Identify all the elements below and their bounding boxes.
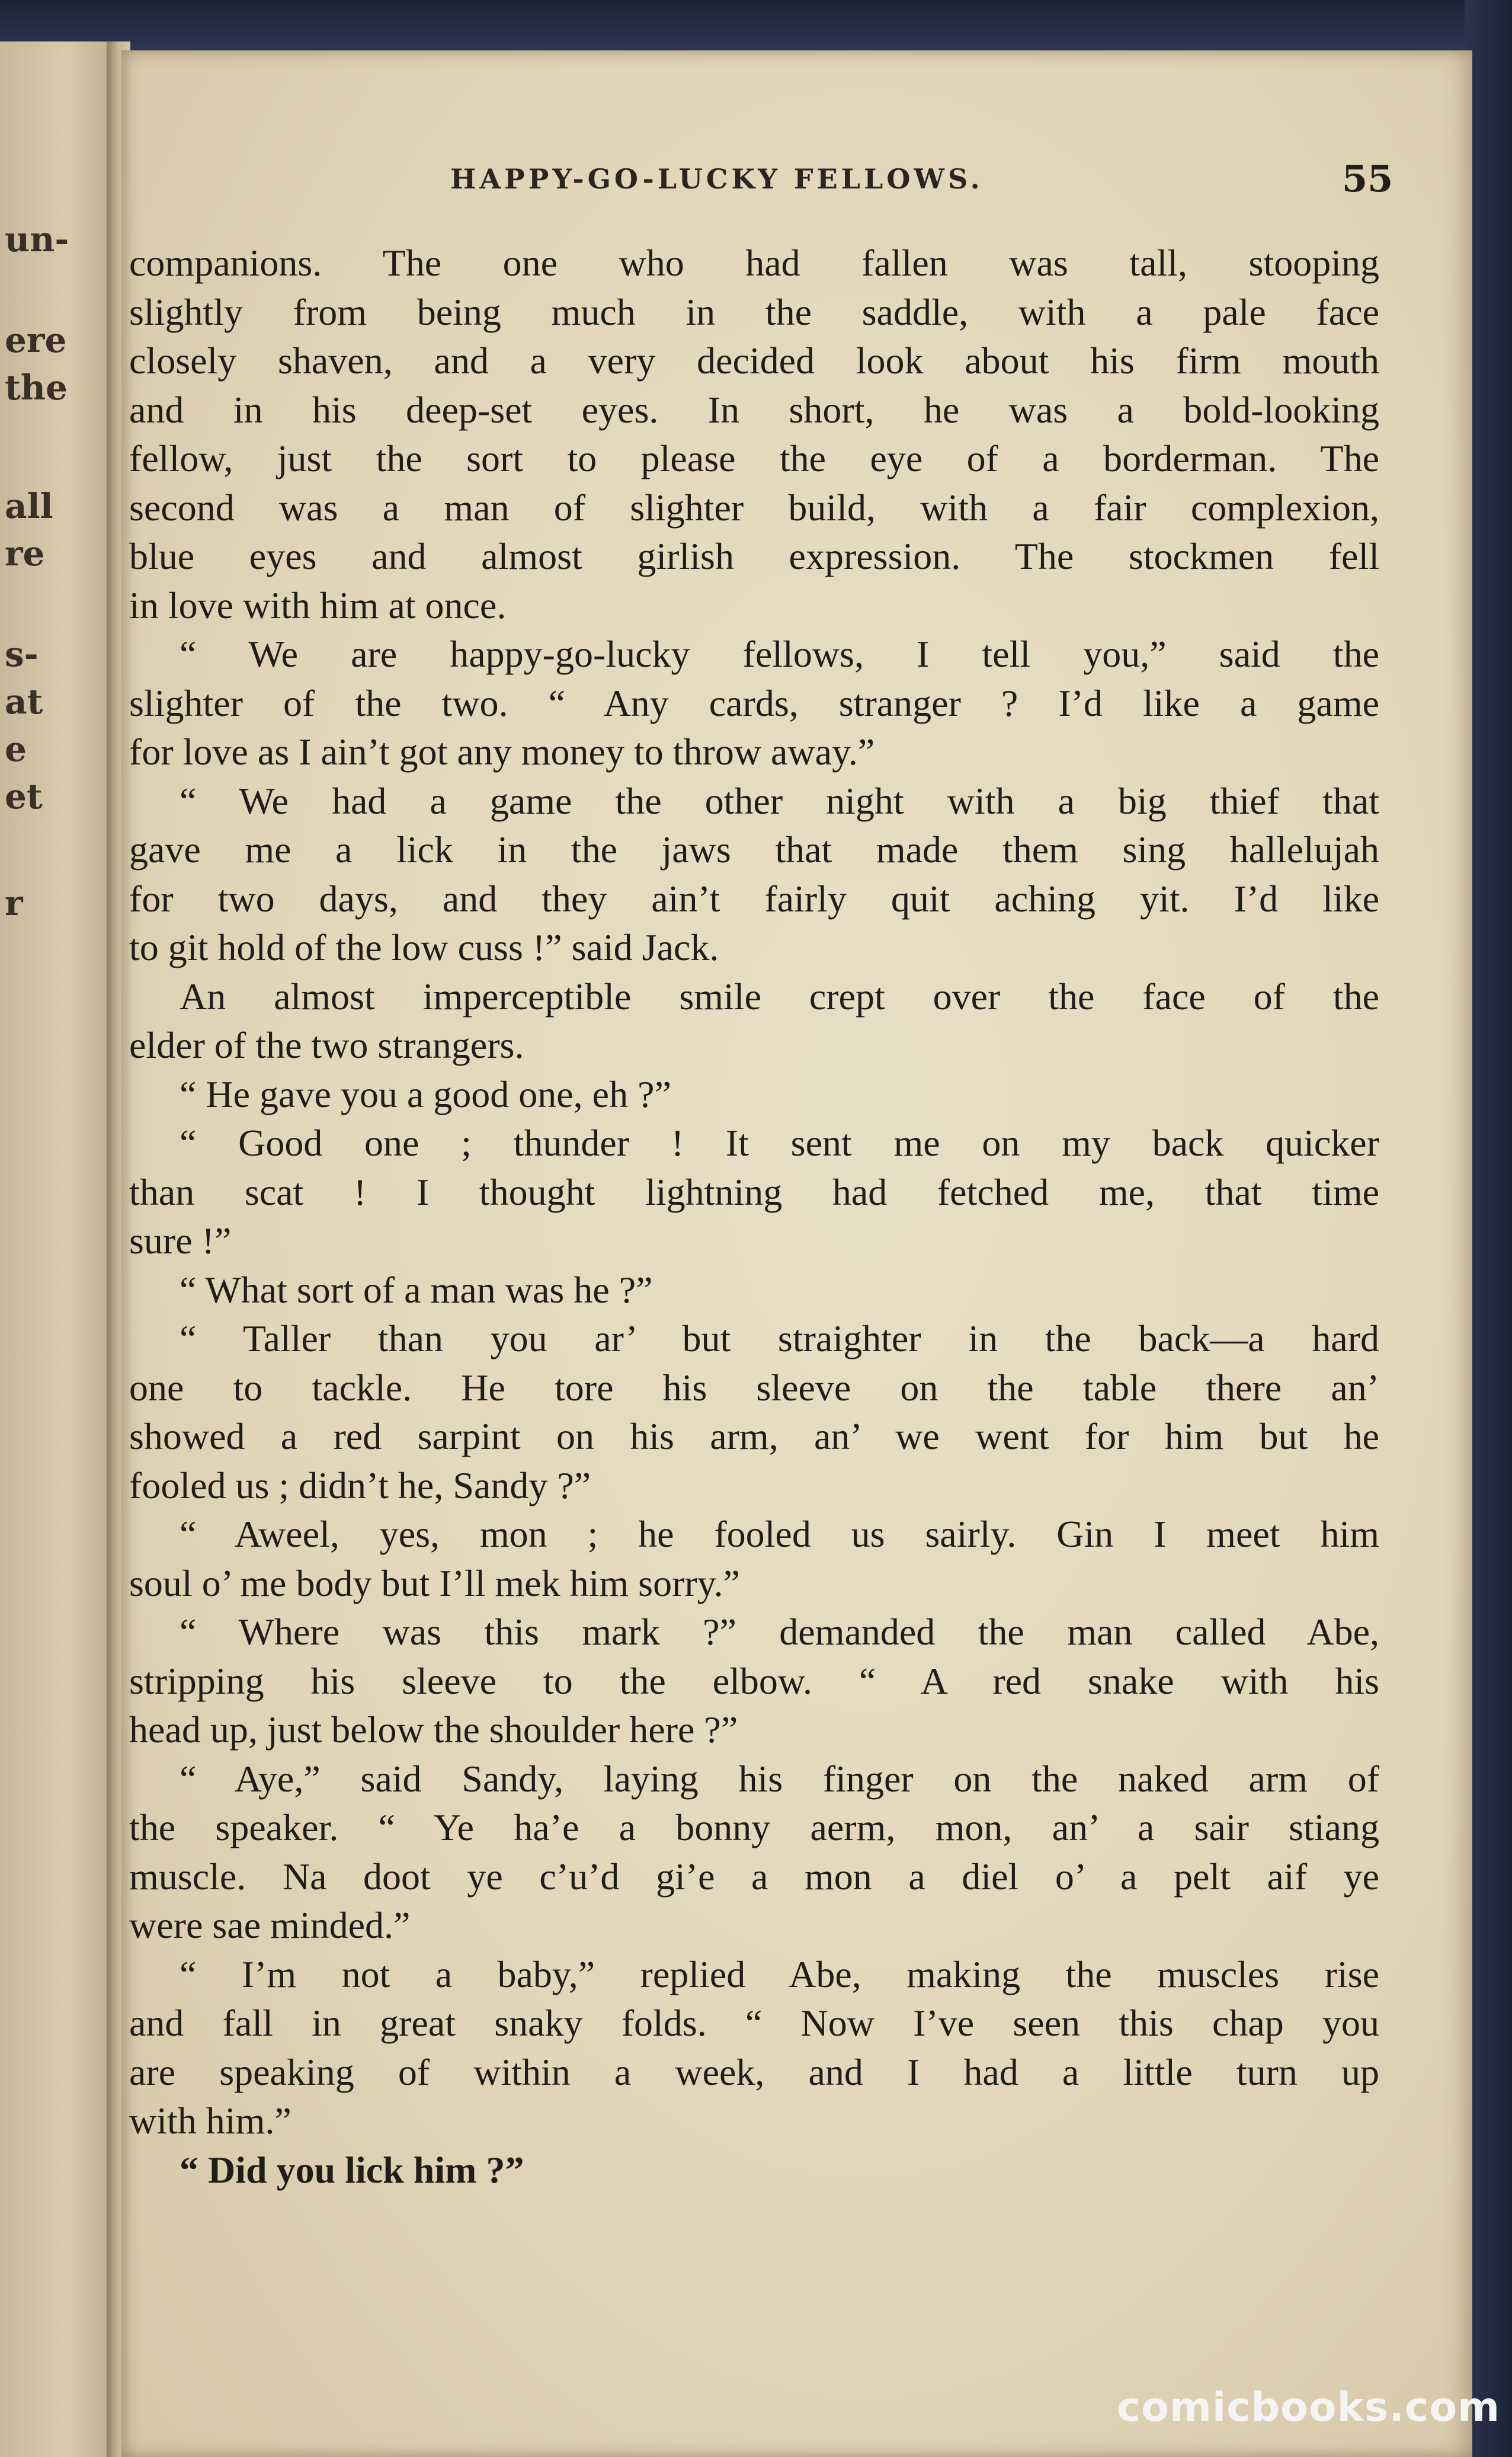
text-line: slighter of the two. “ Any cards, stranger ? I’d like a game: [129, 682, 1379, 724]
text-line: stripping his sleeve to the elbow. “ A red snake with his: [129, 1659, 1379, 1702]
book-page: [121, 50, 1472, 2457]
text-line: sure !”: [129, 1220, 232, 1262]
text-line: than scat ! I thought lightning had fetched me, that time: [129, 1170, 1379, 1213]
page-number: 55: [1342, 157, 1394, 200]
text-line: “ Good one ; thunder ! It sent me on my back quicker: [180, 1122, 1379, 1164]
left-fragment: at: [5, 682, 43, 722]
text-line: “ We had a game the other night with a big thief that: [180, 779, 1379, 822]
text-line: fellow, just the sort to please the eye of a borderman. The: [129, 437, 1379, 479]
text-line: blue eyes and almost girlish expression. The stockmen fell: [129, 535, 1379, 577]
text-line: “ Aye,” said Sandy, laying his finger on the naked arm of: [180, 1757, 1379, 1800]
text-line: and in his deep-set eyes. In short, he was a bold-looking: [129, 388, 1379, 431]
left-fragment: all: [5, 486, 53, 526]
text-line: “ I’m not a baby,” replied Abe, making the muscles rise: [180, 1953, 1379, 1995]
text-line: closely shaven, and a very decided look about his firm mouth: [129, 340, 1379, 382]
text-line: for love as I ain’t got any money to throw away.”: [129, 731, 875, 773]
text-line: An almost imperceptible smile crept over the face of the: [180, 975, 1379, 1018]
text-line: head up, just below the shoulder here ?”: [129, 1709, 738, 1751]
text-line: fooled us ; didn’t he, Sandy ?”: [129, 1464, 591, 1506]
text-line: for two days, and they ain’t fairly quit aching yit. I’d like: [129, 877, 1379, 920]
running-head: HAPPY-GO-LUCKY FELLOWS.: [450, 163, 984, 195]
text-line: showed a red sarpint on his arm, an’ we went for him but he: [129, 1415, 1379, 1457]
text-line: “ We are happy-go-lucky fellows, I tell you,” said the: [180, 633, 1379, 675]
text-line: with him.”: [129, 2100, 291, 2142]
text-line: in love with him at once.: [129, 584, 507, 626]
text-line: “ Where was this mark ?” demanded the man called Abe,: [180, 1611, 1379, 1653]
text-line: muscle. Na doot ye c’u’d gi’e a mon a diel o’ a pelt aif ye: [129, 1855, 1379, 1898]
watermark: comicbooks.com: [1117, 2384, 1501, 2431]
text-line: one to tackle. He tore his sleeve on the table there an’: [129, 1366, 1379, 1409]
text-line: companions. The one who had fallen was tall, stooping: [129, 242, 1379, 284]
book-cover-edge-top: [0, 0, 1512, 53]
left-fragment: et: [5, 776, 43, 817]
left-fragment: re: [5, 533, 45, 574]
text-line: slightly from being much in the saddle, with a pale face: [129, 290, 1379, 333]
text-line: were sae minded.”: [129, 1904, 411, 1946]
left-fragment: e: [5, 729, 27, 769]
text-line: “ Did you lick him ?”: [180, 2148, 524, 2191]
text-line: “ Aweel, yes, mon ; he fooled us sairly. Gin I meet him: [180, 1513, 1379, 1555]
text-line: “ Taller than you ar’ but straighter in the back—a hard: [180, 1317, 1379, 1359]
text-line: and fall in great snaky folds. “ Now I’ve seen this chap you: [129, 2002, 1379, 2044]
left-fragment: s-: [5, 634, 39, 674]
left-fragment: r: [5, 883, 23, 923]
left-fragment: ere: [5, 320, 67, 360]
text-line: second was a man of slighter build, with a fair complexion,: [129, 486, 1379, 529]
left-fragment: the: [5, 367, 68, 408]
text-line: the speaker. “ Ye ha’e a bonny aerm, mon, an’ a sair stiang: [129, 1806, 1379, 1848]
text-line: “ What sort of a man was he ?”: [180, 1268, 653, 1311]
left-fragment: un-: [5, 219, 69, 260]
left-page-fragment: [0, 41, 113, 2457]
text-line: are speaking of within a week, and I had a little turn up: [129, 2050, 1379, 2093]
text-line: gave me a lick in the jaws that made them sing hallelujah: [129, 828, 1379, 871]
text-line: to git hold of the low cuss !” said Jack.: [129, 926, 719, 968]
text-line: elder of the two strangers.: [129, 1024, 524, 1066]
body-text: [129, 239, 1379, 2194]
text-line: “ He gave you a good one, eh ?”: [180, 1073, 671, 1115]
text-line: soul o’ me body but I’ll mek him sorry.”: [129, 1562, 740, 1604]
